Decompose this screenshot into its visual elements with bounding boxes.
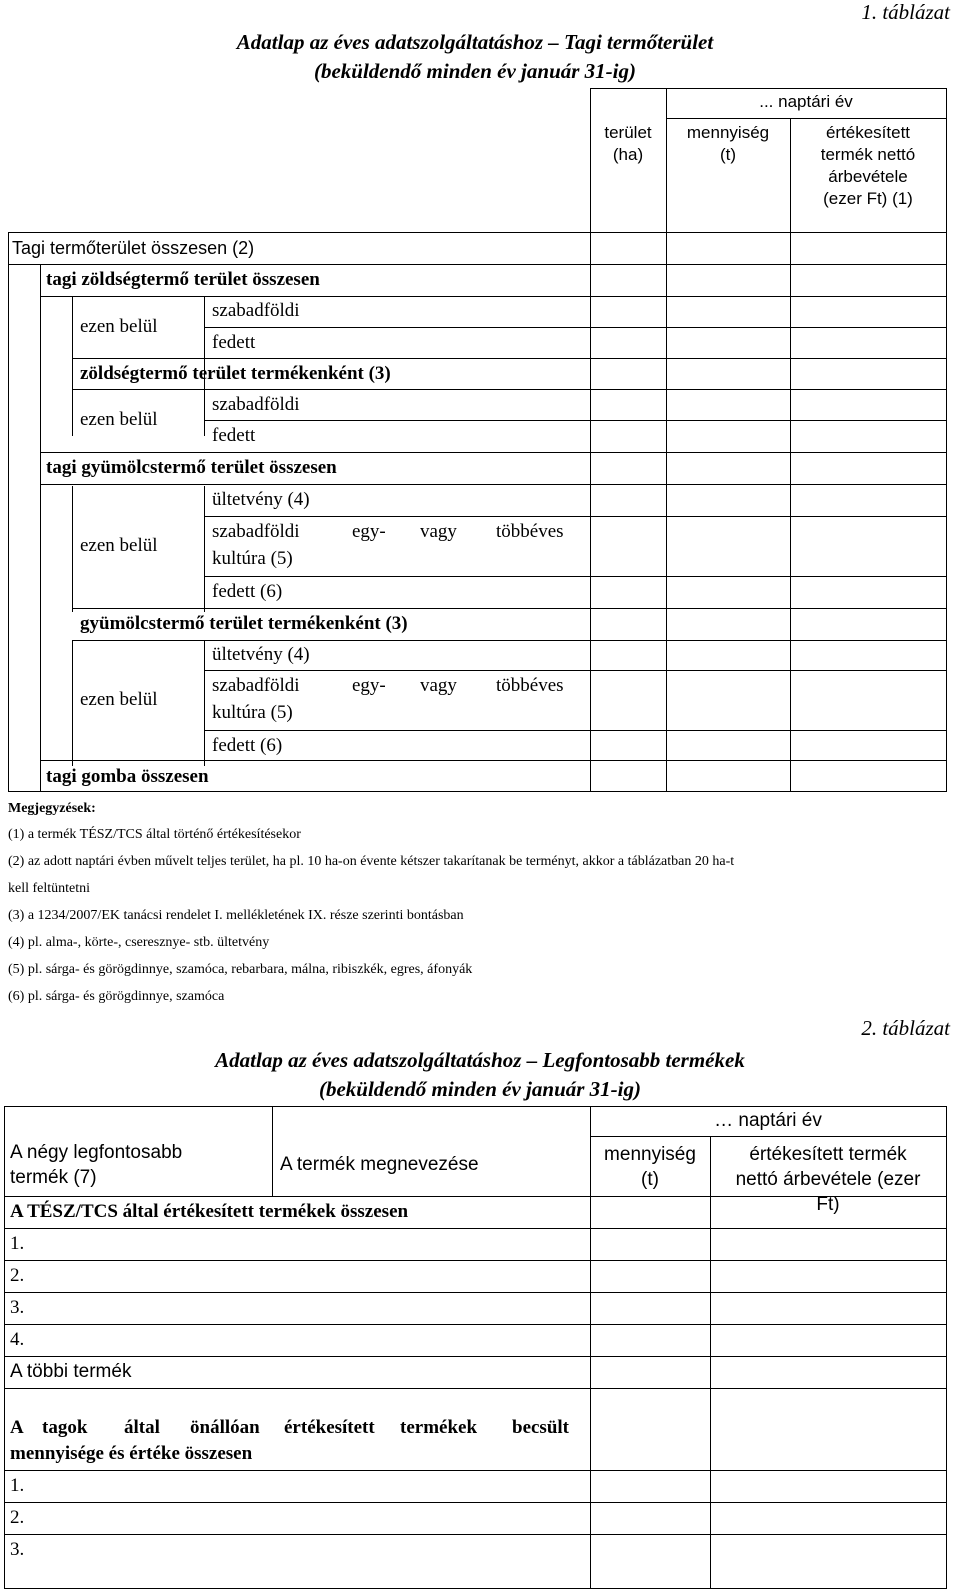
note-3: (3) a 1234/2007/EK tanácsi rendelet I. mellékletének IX. része szerinti bontásban [8, 908, 464, 923]
notes-heading: Megjegyzések: [8, 801, 96, 816]
note-5: (5) pl. sárga- és görögdinnye, szamóca, rebarbara, málna, ribiszkék, egres, áfonyák [8, 962, 473, 977]
row2-members-a7: becsült [512, 1417, 569, 1438]
row-veg-total: tagi zöldségtermő terület összesen [46, 269, 320, 290]
col2-value-line2: nettó árbevétele (ezer [735, 1169, 921, 1190]
row-veg-prod-covered: fedett [212, 425, 256, 446]
row2-1: 1. [10, 1233, 25, 1254]
note-2b: kell feltüntetni [8, 881, 91, 896]
table1-title-line2: (beküldendő minden év január 31-ig) [313, 59, 636, 83]
col2-value-line3: Ft) [816, 1194, 840, 1215]
row-fruit-by-product: gyümölcstermő terület termékenként (3) [80, 613, 408, 634]
note-2a: (2) az adott naptári évben művelt teljes terület, ha pl. 10 ha-on évente kétszer takarítanak be terményt, akkor a táblázatban 20 ha-t [8, 854, 735, 869]
table2-title-line1: Adatlap az éves adatszolgáltatáshoz – Legfontosabb termékek [215, 1048, 745, 1072]
row-veg-covered: fedett [212, 332, 256, 353]
row-fruit-covered: fedett (6) [212, 581, 283, 602]
row-fruit-annual-b: egy- [352, 521, 386, 542]
row2-other: A többi termék [10, 1361, 132, 1382]
table2-col-value [710, 1142, 946, 1217]
table1-title [150, 28, 800, 86]
row-fruit-annual-e: kultúra (5) [212, 548, 293, 569]
table2-col-products [10, 1140, 182, 1190]
row-fruit-prod-annual-a: szabadföldi [212, 675, 300, 696]
row-fruit-ezen-belul: ezen belül [80, 535, 158, 556]
row-fruit-prod-ezen-belul: ezen belül [80, 689, 158, 710]
note-6: (6) pl. sárga- és görögdinnye, szamóca [8, 989, 225, 1004]
row2-members-a3: által [124, 1417, 160, 1438]
row2-m2: 2. [10, 1507, 25, 1528]
table1-label: 1. táblázat [861, 0, 950, 24]
row-veg-ezen-belul: ezen belül [80, 316, 158, 337]
col-qty-line1: mennyiség [686, 123, 770, 142]
row-veg-prod-open: szabadföldi [212, 394, 300, 415]
row-fruit-annual-a: szabadföldi [212, 521, 300, 542]
note-1: (1) a termék TÉSZ/TCS által történő értékesítésekor [8, 827, 301, 842]
table2-year-header: … naptári év [714, 1110, 822, 1131]
col-products-line2: termék (7) [10, 1167, 97, 1188]
col-value-line2: termék nettó [820, 145, 916, 164]
row2-4: 4. [10, 1329, 25, 1350]
row2-members-a5: értékesített [284, 1417, 375, 1438]
row-fruit-annual-c: vagy [420, 521, 457, 542]
row2-members-a1: A [10, 1417, 24, 1438]
row-fruit-annual-d: többéves [496, 521, 564, 542]
table1-col-area [590, 122, 666, 166]
table1-year-header: ... naptári év [759, 92, 853, 111]
col-qty-line2: (t) [719, 145, 737, 164]
row-fruit-prod-annual-c: vagy [420, 675, 457, 696]
row-veg-open: szabadföldi [212, 300, 300, 321]
row-fruit-prod-annual-b: egy- [352, 675, 386, 696]
row2-members-a4: önállóan [190, 1417, 260, 1438]
row2-m3: 3. [10, 1539, 25, 1560]
col-area-line2: (ha) [612, 145, 644, 164]
table1-col-value [790, 122, 946, 210]
col-value-line3: árbevétele [828, 167, 908, 186]
col2-qty-line1: mennyiség [604, 1144, 696, 1165]
row-fruit-plantation: ültetvény (4) [212, 489, 310, 510]
table2-col-qty [590, 1142, 710, 1192]
col2-qty-line2: (t) [641, 1169, 659, 1190]
table2-col-name: A termék megnevezése [280, 1154, 479, 1175]
row-fruit-total: tagi gyümölcstermő terület összesen [46, 457, 337, 478]
row-mushroom-total: tagi gomba összesen [46, 766, 209, 787]
row2-m1: 1. [10, 1475, 25, 1496]
row2-tesz-total: A TÉSZ/TCS által értékesített termékek összesen [10, 1201, 409, 1222]
row-fruit-prod-annual-d: többéves [496, 675, 564, 696]
table2-title [130, 1046, 830, 1104]
row-veg-by-product: zöldségtermő terület termékenként (3) [80, 363, 391, 384]
col2-value-line1: értékesített termék [749, 1144, 907, 1165]
col-area-line1: terület [604, 123, 652, 142]
row2-members-a2: tagok [42, 1417, 88, 1438]
row-veg-prod-ezen-belul: ezen belül [80, 409, 158, 430]
row-total: Tagi termőterület összesen (2) [12, 238, 255, 258]
col-value-line1: értékesített [825, 123, 911, 142]
row2-2: 2. [10, 1265, 25, 1286]
table2-label: 2. táblázat [861, 1016, 950, 1040]
table1-title-line1: Adatlap az éves adatszolgáltatáshoz – Tagi termőterület [236, 30, 714, 54]
row2-members-a6: termékek [400, 1417, 478, 1438]
row-fruit-prod-annual-e: kultúra (5) [212, 702, 293, 723]
table1-col-qty [666, 122, 790, 166]
row-fruit-prod-covered: fedett (6) [212, 735, 283, 756]
col-value-line4: (ezer Ft) (1) [823, 189, 913, 208]
col-products-line1: A négy legfontosabb [10, 1142, 183, 1163]
row-fruit-prod-plantation: ültetvény (4) [212, 644, 310, 665]
row2-members-b: mennyisége és értéke összesen [10, 1443, 253, 1464]
row2-3: 3. [10, 1297, 25, 1318]
table2-title-line2: (beküldendő minden év január 31-ig) [318, 1077, 641, 1101]
note-4: (4) pl. alma-, körte-, cseresznye- stb. ültetvény [8, 935, 270, 950]
